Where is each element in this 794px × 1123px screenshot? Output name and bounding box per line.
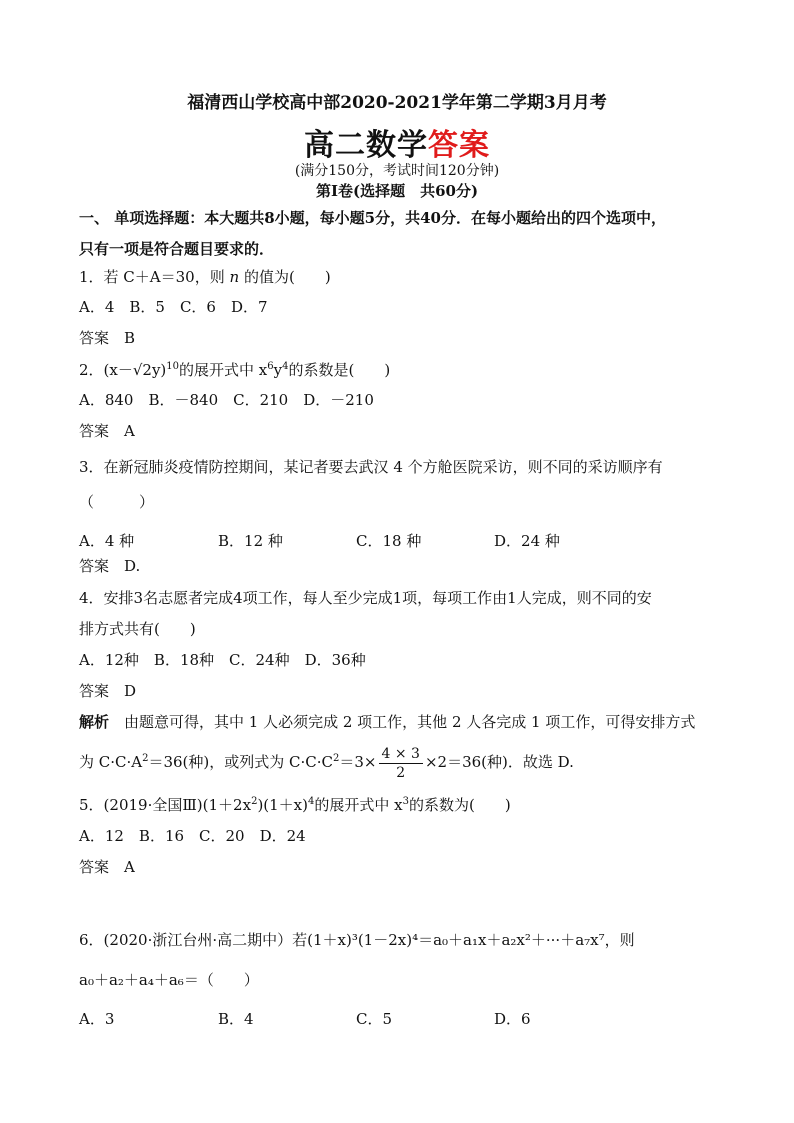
q1-stem: 1．若 C＋A＝30，则 n 的值为( ): [79, 268, 331, 286]
q4-stem-line2: 排方式共有( ): [79, 620, 196, 638]
q2-answer: 答案 A: [79, 422, 135, 440]
section-heading-line2: 只有一项是符合题目要求的．: [79, 240, 275, 258]
q5-answer: 答案 A: [79, 858, 135, 876]
school-title: 福清西山学校高中部2020-2021学年第二学期3月月考: [187, 93, 607, 113]
q4-options: A．12种 B．18种 C．24种 D．36种: [79, 651, 366, 669]
fraction: $\frac{4 \times 3}{2}$: [379, 745, 423, 782]
page-title: [0, 120, 794, 164]
answer-title: 答案: [428, 128, 490, 163]
q3-option-a: A．4 种: [79, 532, 135, 550]
q4-stem-line1: 4．安排3名志愿者完成4项工作，每人至少完成1项，每项工作由1人完成，则不同的安: [79, 589, 652, 607]
q3-option-c: C．18 种: [356, 532, 422, 550]
q6-option-a: A．3: [79, 1010, 115, 1028]
q2-options: A．840 B．－840 C．210 D．－210: [79, 391, 374, 409]
q3-stem: 3．在新冠肺炎疫情防控期间，某记者要去武汉 4 个方舱医院采访，则不同的采访顺序有: [79, 458, 663, 476]
q3-paren: （ ）: [79, 493, 155, 511]
q4-analysis-line2: 为 $C\cdot C\cdot A^2=36$(种)，或列式为 $C\cdot C\cdot C^2=3\times$ $\frac{4 \times 3}{2}$ ×2＝36(种)．故选 D.: [79, 745, 574, 781]
q3-option-b: B．12 种: [218, 532, 283, 550]
q1-options: A．4 B．5 C．6 D．7: [79, 298, 268, 316]
part-heading: 第Ⅰ卷(选择题 共60分): [315, 182, 479, 200]
section-heading-line1: 一、 单项选择题：本大题共8小题，每小题5分，共40分．在每小题给出的四个选项中，: [79, 209, 666, 227]
q4-analysis-line1: 解析 由题意可得，其中 1 人必须完成 2 项工作，其他 2 人各完成 1 项工作，可得安排方式: [79, 713, 696, 731]
exam-meta: (满分150分，考试时间120分钟): [294, 163, 500, 179]
q6-option-c: C．5: [356, 1010, 393, 1028]
q3-option-d: D．24 种: [494, 532, 560, 550]
q2-stem: 2．$(x-√2y)^{10}$的展开式中 $x^6y^4$的系数是( ): [79, 361, 391, 379]
q5-options: A．12 B．16 C．20 D．24: [79, 827, 306, 845]
subject-title: 高二数学: [304, 128, 428, 163]
q1-answer: 答案 B: [79, 329, 136, 347]
q4-answer: 答案 D: [79, 682, 137, 700]
q5-stem: 5．(2019·全国$Ⅲ)(1+2x^2)(1+x)^4$的展开式中 $x^3$的系数为( ): [79, 796, 511, 814]
q6-stem-line2: a₀＋a₂＋a₄＋a₆＝（ ）: [79, 971, 259, 989]
q6-stem-line1: 6．(2020·浙江台州·高二期中）若(1＋x)³(1－2x)⁴＝a₀＋a₁x＋a₂x²＋···＋a₇x⁷，则: [79, 931, 635, 949]
q6-option-b: B．4: [218, 1010, 254, 1028]
q6-option-d: D．6: [494, 1010, 531, 1028]
q3-answer: 答案 D.: [79, 557, 141, 575]
